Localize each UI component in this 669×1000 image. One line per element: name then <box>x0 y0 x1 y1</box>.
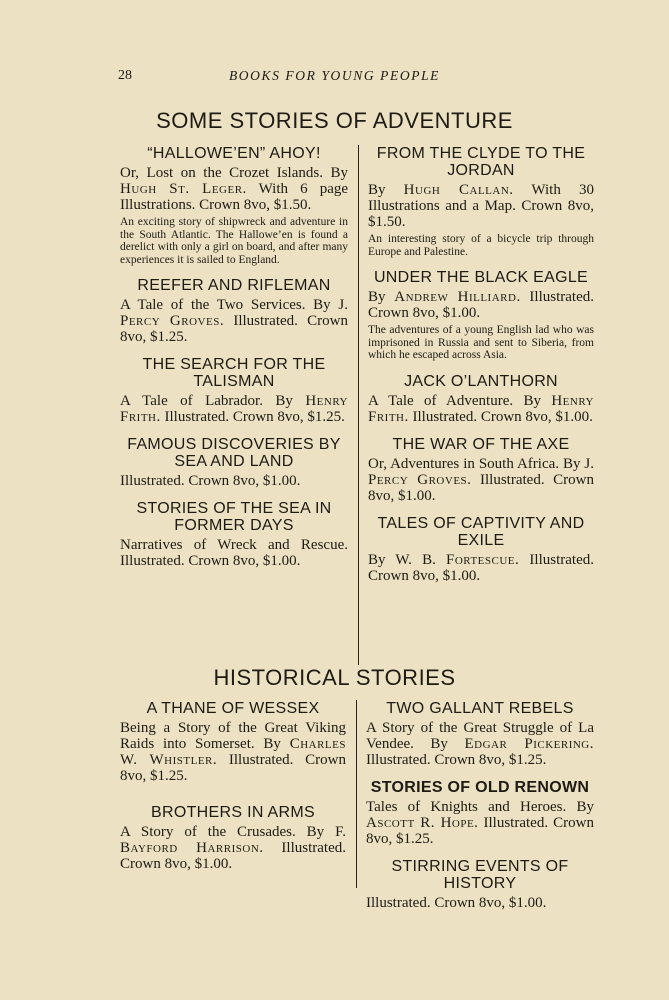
book-details: Illustrated. Crown 8vo, $1.00. <box>366 895 547 911</box>
book-entry <box>368 269 594 362</box>
book-title: BROTHERS IN ARMS <box>151 804 315 821</box>
book-entry <box>120 700 346 784</box>
book-entry <box>120 804 346 872</box>
book-author: Percy Groves. <box>368 471 472 488</box>
column-divider <box>356 700 357 888</box>
page-number: 28 <box>118 68 132 83</box>
book-details: Tales of Knights and Heroes. By Ascott R. Hope. Illustrated. Crown 8vo, $1.25. <box>366 799 594 847</box>
book-author: Charles W. Whistler. <box>120 736 346 768</box>
book-entry <box>366 858 594 911</box>
book-details: Or, Adventures in South Africa. By J. Percy Groves. Illustrated. Crown 8vo, $1.00. <box>368 455 594 504</box>
book-details: Being a Story of the Great Viking Raids into Somerset. By Charles W. Whistler. Illustrated. Crown 8vo, $1.25. <box>120 720 346 784</box>
book-title: THE SEARCH FOR THE TALISMAN <box>142 356 326 390</box>
book-details: A Tale of Labrador. By Henry Frith. Illustrated. Crown 8vo, $1.25. <box>120 393 348 425</box>
book-title: STORIES OF THE SEA IN FORMER DAYS <box>136 500 332 534</box>
book-entry <box>368 436 594 504</box>
book-details: Narratives of Wreck and Rescue. Illustrated. Crown 8vo, $1.00. <box>120 537 348 569</box>
book-details: Illustrated. Crown 8vo, $1.00. <box>120 473 301 489</box>
book-details: A Story of the Crusades. By F. Bayford Harrison. Illustrated. Crown 8vo, $1.00. <box>120 824 346 872</box>
book-author: Edgar Pickering. <box>464 736 594 752</box>
book-title: FROM THE CLYDE TO THE JORDAN <box>376 145 586 179</box>
book-details: A Tale of the Two Services. By J. Percy Groves. Illustrated. Crown 8vo, $1.25. <box>120 297 348 345</box>
book-description: The adventures of a young English lad who was imprisoned in Russia and sent to Siberia, from which he escaped across Asia. <box>368 324 594 361</box>
page-header <box>0 68 669 88</box>
book-title: FAMOUS DISCOVERIES BY SEA AND LAND <box>127 436 341 470</box>
book-details: Or, Lost on the Crozet Islands. By Hugh St. Leger. With 6 page Illustrations. Crown 8vo, $1.50. <box>120 165 349 213</box>
running-title: BOOKS FOR YOUNG PEOPLE <box>228 68 441 83</box>
book-title: REEFER AND RIFLEMAN <box>137 277 331 294</box>
book-author: Hugh Callan. <box>403 182 514 198</box>
book-author: Percy Groves. <box>120 313 225 329</box>
book-author: Hugh St. Leger. <box>120 181 247 197</box>
book-title: THE WAR OF THE AXE <box>392 435 570 453</box>
book-details: By Andrew Hilliard. Illustrated. Crown 8vo, $1.00. <box>368 289 594 321</box>
book-title: TWO GALLANT REBELS <box>386 700 574 717</box>
book-author: Andrew Hilliard. <box>394 289 521 305</box>
book-entry <box>120 436 348 489</box>
book-title: “HALLOWE’EN” AHOY! <box>147 145 321 162</box>
book-details: A Tale of Adventure. By Henry Frith. Illustrated. Crown 8vo, $1.00. <box>368 392 594 425</box>
book-entry <box>120 145 348 266</box>
book-entry <box>120 277 348 345</box>
book-title: STORIES OF OLD RENOWN <box>370 779 590 796</box>
book-entry <box>366 779 594 847</box>
book-entry <box>368 515 594 584</box>
book-description: An interesting story of a bicycle trip through Europe and Palestine. <box>368 233 594 258</box>
book-title: A THANE OF WESSEX <box>146 700 320 717</box>
book-author: Henry Frith. <box>368 392 594 425</box>
section-heading-adventure: SOME STORIES OF ADVENTURE <box>156 108 513 133</box>
section-heading-historical: HISTORICAL STORIES <box>213 665 456 690</box>
book-author: Fortescue. <box>445 551 520 568</box>
book-entry <box>368 373 594 425</box>
book-details: A Story of the Great Struggle of La Vendee. By Edgar Pickering. Illustrated. Crown 8vo, $1.25. <box>366 720 594 768</box>
column-adventure-left <box>120 145 348 580</box>
column-historical-right <box>366 700 594 922</box>
book-author: Ascott R. Hope. <box>366 815 479 831</box>
book-title: JACK O’LANTHORN <box>404 372 558 390</box>
book-details: By Hugh Callan. With 30 Illustrations and a Map. Crown 8vo, $1.50. <box>368 182 594 230</box>
book-entry <box>120 500 348 569</box>
book-title: TALES OF CAPTIVITY AND EXILE <box>377 514 585 549</box>
book-description: An exciting story of shipwreck and adventure in the South Atlantic. The Hallowe’en is found a derelict with only a girl on board, and after many experiences it is sailed to England. <box>120 216 348 266</box>
book-entry <box>368 145 594 258</box>
book-entry <box>366 700 594 768</box>
column-historical-left <box>120 700 346 883</box>
book-title: UNDER THE BLACK EAGLE <box>373 269 589 286</box>
book-author: Henry Frith. <box>120 393 348 425</box>
column-adventure-right <box>368 145 594 595</box>
book-author: Bayford Harrison. <box>120 840 264 856</box>
column-divider <box>358 145 359 665</box>
book-details: By W. B. Fortescue. Illustrated. Crown 8vo, $1.00. <box>368 551 594 584</box>
book-entry <box>120 356 348 425</box>
book-title: STIRRING EVENTS OF HISTORY <box>391 858 569 892</box>
